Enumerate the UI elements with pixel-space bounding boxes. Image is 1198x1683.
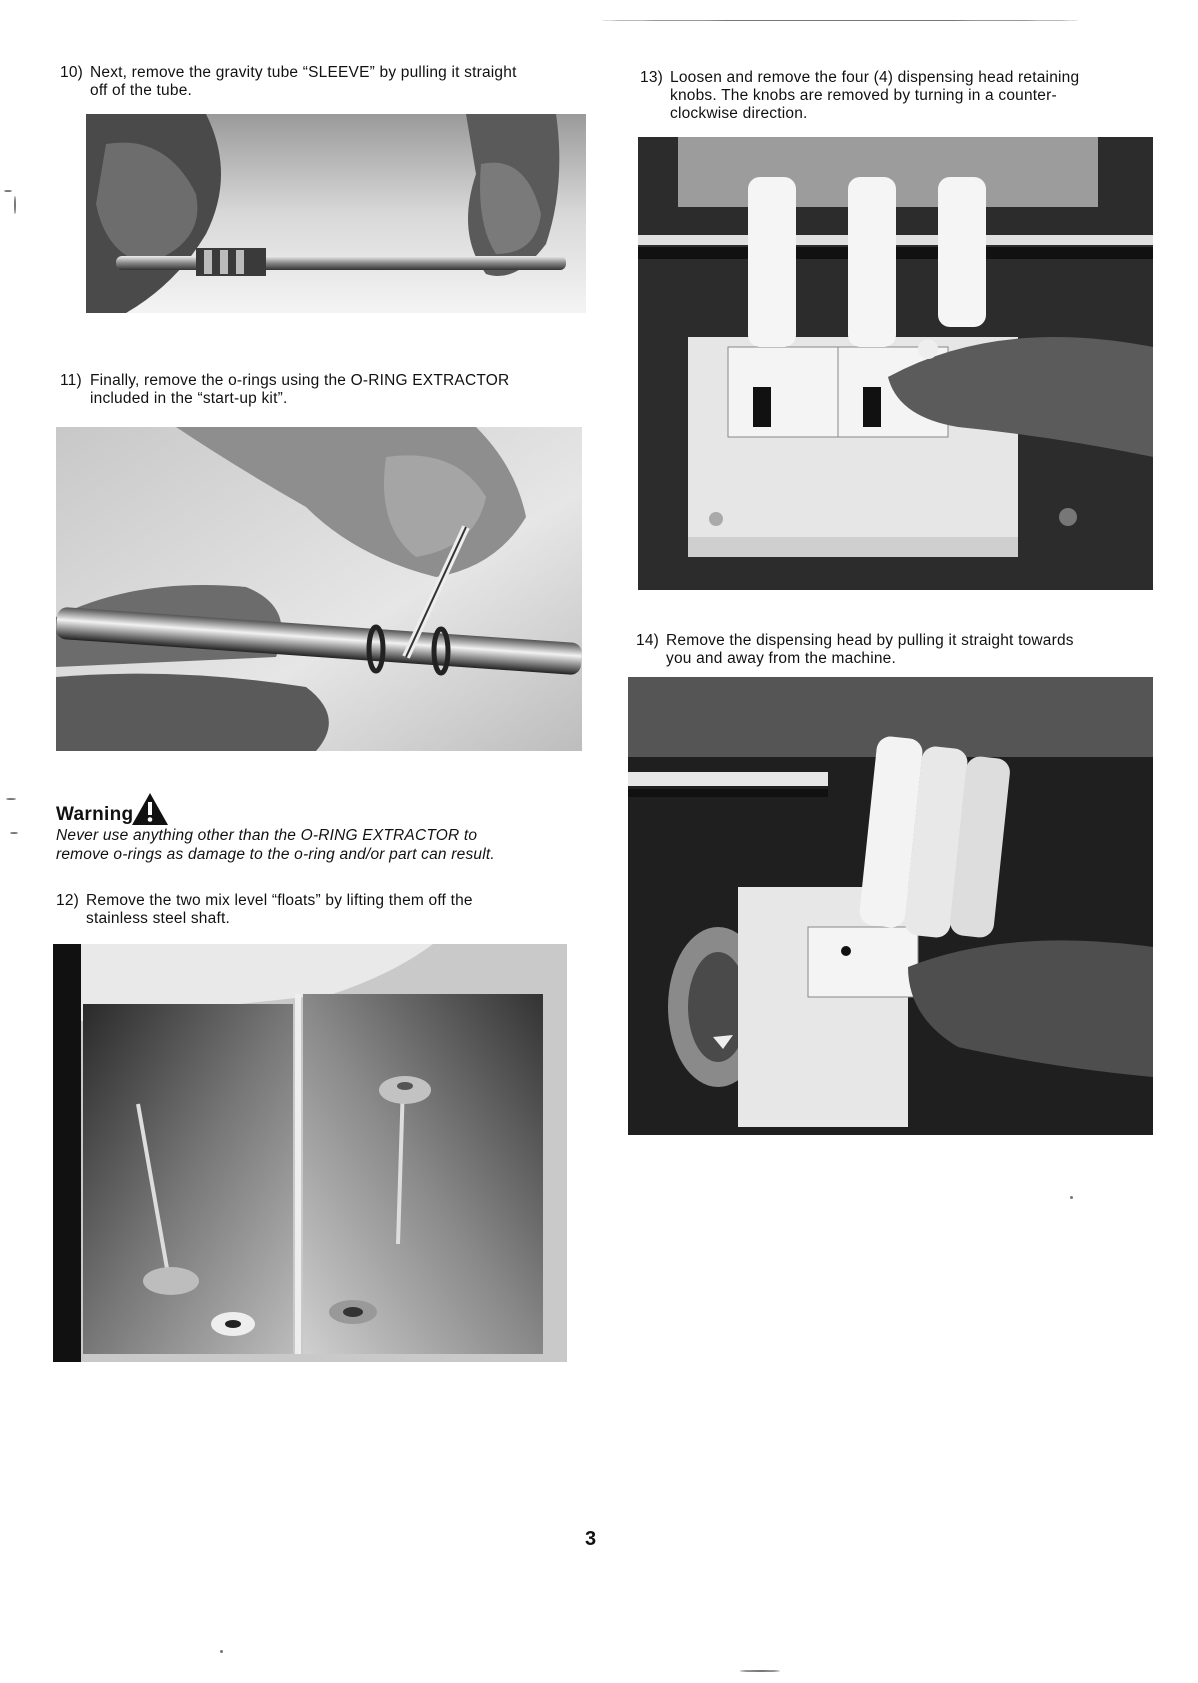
page-number: 3 — [585, 1528, 597, 1550]
step-text: Finally, remove the o-rings using the O-RING EXTRACTOR — [90, 372, 510, 389]
step-text: Next, remove the gravity tube “SLEEVE” by pulling it straight — [90, 64, 517, 81]
step-11 — [60, 372, 600, 408]
scan-speck — [14, 196, 16, 214]
step-10 — [60, 64, 600, 100]
step-14 — [636, 632, 1156, 668]
step-text-cont: you and away from the machine. — [666, 650, 897, 667]
step-text-cont: clockwise direction. — [670, 105, 808, 122]
step-text-cont: stainless steel shaft. — [86, 910, 230, 927]
scan-speck — [6, 798, 16, 800]
photo-o-ring-extractor — [56, 427, 582, 751]
step-text: Remove the two mix level “floats” by lifting them off the — [86, 892, 473, 909]
warning-title: Warning — [56, 804, 134, 825]
warning-message — [56, 826, 596, 864]
scan-speck — [4, 190, 12, 192]
photo-remove-dispensing-head — [628, 677, 1153, 1135]
scan-speck — [1070, 1196, 1073, 1199]
photo-gravity-tube-sleeve — [86, 114, 586, 313]
warning-triangle-icon — [131, 792, 169, 826]
step-number: 10) — [60, 64, 84, 81]
step-number: 14) — [636, 632, 660, 649]
step-text: Remove the dispensing head by pulling it straight towards — [666, 632, 1074, 649]
step-text-cont: off of the tube. — [90, 82, 193, 99]
step-text: Loosen and remove the four (4) dispensing head retaining — [670, 69, 1080, 86]
scan-speck — [10, 832, 18, 834]
photo-mix-level-floats — [53, 944, 567, 1362]
photo-dispensing-head-knobs — [638, 137, 1153, 590]
scan-speck — [220, 1650, 223, 1653]
step-number: 11) — [60, 372, 82, 389]
step-12 — [56, 892, 596, 928]
step-13 — [640, 69, 1160, 123]
warning-line: Never use anything other than the O-RING EXTRACTOR to — [56, 827, 478, 844]
step-number: 12) — [56, 892, 80, 909]
step-text-cont: included in the “start-up kit”. — [90, 390, 288, 407]
warning-heading — [56, 792, 169, 826]
step-text-cont: knobs. The knobs are removed by turning in a counter- — [670, 87, 1057, 104]
scan-speck — [740, 1670, 780, 1672]
scan-speck — [600, 20, 1080, 21]
step-number: 13) — [640, 69, 664, 86]
warning-line: remove o-rings as damage to the o-ring and/or part can result. — [56, 846, 495, 863]
